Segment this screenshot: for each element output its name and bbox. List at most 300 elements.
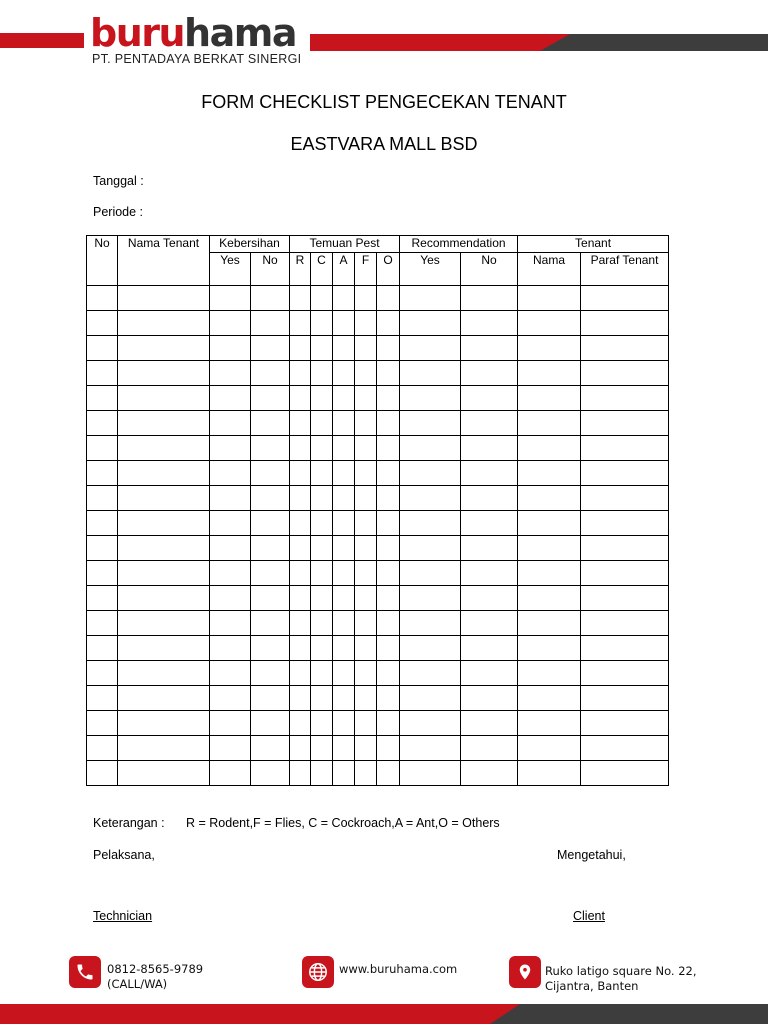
table-cell[interactable] — [251, 486, 290, 511]
table-cell[interactable] — [461, 386, 518, 411]
table-cell[interactable] — [355, 536, 377, 561]
table-cell[interactable] — [355, 386, 377, 411]
table-cell[interactable] — [210, 586, 251, 611]
table-cell[interactable] — [333, 436, 355, 461]
table-cell[interactable] — [461, 561, 518, 586]
table-cell[interactable] — [118, 361, 210, 386]
table-cell[interactable] — [118, 311, 210, 336]
table-cell[interactable] — [87, 461, 118, 486]
table-cell[interactable] — [118, 611, 210, 636]
table-cell[interactable] — [290, 661, 311, 686]
table-cell[interactable] — [311, 761, 333, 786]
table-cell[interactable] — [355, 286, 377, 311]
table-body — [87, 286, 669, 786]
table-cell[interactable] — [355, 461, 377, 486]
table-cell[interactable] — [581, 286, 669, 311]
table-cell[interactable] — [251, 461, 290, 486]
table-cell[interactable] — [461, 686, 518, 711]
table-cell[interactable] — [290, 586, 311, 611]
table-cell[interactable] — [377, 611, 400, 636]
table-cell[interactable] — [355, 711, 377, 736]
table-cell[interactable] — [118, 736, 210, 761]
table-cell[interactable] — [377, 486, 400, 511]
table-cell[interactable] — [461, 611, 518, 636]
table-cell[interactable] — [210, 386, 251, 411]
table-cell[interactable] — [87, 611, 118, 636]
table-cell[interactable] — [581, 736, 669, 761]
table-cell[interactable] — [377, 411, 400, 436]
table-cell[interactable] — [210, 661, 251, 686]
table-cell[interactable] — [355, 486, 377, 511]
table-cell[interactable] — [87, 411, 118, 436]
table-cell[interactable] — [333, 486, 355, 511]
table-cell[interactable] — [333, 636, 355, 661]
table-cell[interactable] — [290, 536, 311, 561]
table-cell[interactable] — [581, 486, 669, 511]
subheader-rec-yes: Yes — [400, 253, 461, 286]
table-cell[interactable] — [461, 486, 518, 511]
table-row — [87, 486, 669, 511]
table-cell[interactable] — [311, 436, 333, 461]
subheader-pest-f: F — [355, 253, 377, 286]
table-cell[interactable] — [581, 636, 669, 661]
table-cell[interactable] — [400, 486, 461, 511]
table-cell[interactable] — [461, 636, 518, 661]
table-cell[interactable] — [210, 336, 251, 361]
table-cell[interactable] — [400, 461, 461, 486]
table-cell[interactable] — [400, 686, 461, 711]
table-cell[interactable] — [210, 736, 251, 761]
phone-note: (CALL/WA) — [107, 977, 168, 991]
table-cell[interactable] — [377, 336, 400, 361]
table-cell[interactable] — [333, 511, 355, 536]
header-recommendation: Recommendation — [400, 236, 518, 253]
table-cell[interactable] — [210, 511, 251, 536]
table-cell[interactable] — [290, 511, 311, 536]
table-cell[interactable] — [251, 286, 290, 311]
table-cell[interactable] — [377, 361, 400, 386]
header-bar-right-red — [310, 34, 570, 51]
table-cell[interactable] — [210, 761, 251, 786]
table-cell[interactable] — [251, 586, 290, 611]
table-cell[interactable] — [210, 361, 251, 386]
table-row — [87, 561, 669, 586]
table-cell[interactable] — [210, 561, 251, 586]
table-cell[interactable] — [377, 761, 400, 786]
table-cell[interactable] — [518, 461, 581, 486]
table-cell[interactable] — [355, 736, 377, 761]
table-cell[interactable] — [87, 711, 118, 736]
table-cell[interactable] — [355, 611, 377, 636]
table-cell[interactable] — [118, 286, 210, 311]
table-cell[interactable] — [400, 361, 461, 386]
table-cell[interactable] — [377, 586, 400, 611]
table-cell[interactable] — [311, 386, 333, 411]
table-cell[interactable] — [518, 586, 581, 611]
table-cell[interactable] — [87, 586, 118, 611]
table-cell[interactable] — [87, 436, 118, 461]
table-cell[interactable] — [251, 561, 290, 586]
table-cell[interactable] — [581, 511, 669, 536]
table-cell[interactable] — [355, 411, 377, 436]
table-cell[interactable] — [400, 286, 461, 311]
table-cell[interactable] — [290, 736, 311, 761]
table-cell[interactable] — [87, 686, 118, 711]
table-cell[interactable] — [377, 386, 400, 411]
table-cell[interactable] — [290, 336, 311, 361]
table-cell[interactable] — [333, 461, 355, 486]
table-cell[interactable] — [355, 436, 377, 461]
header-bar-left — [0, 33, 84, 48]
table-cell[interactable] — [87, 761, 118, 786]
table-cell[interactable] — [311, 336, 333, 361]
table-cell[interactable] — [377, 686, 400, 711]
table-cell[interactable] — [290, 386, 311, 411]
table-cell[interactable] — [311, 561, 333, 586]
table-cell[interactable] — [87, 486, 118, 511]
table-cell[interactable] — [210, 536, 251, 561]
table-cell[interactable] — [400, 711, 461, 736]
table-cell[interactable] — [311, 286, 333, 311]
table-cell[interactable] — [118, 386, 210, 411]
table-cell[interactable] — [118, 336, 210, 361]
table-cell[interactable] — [118, 436, 210, 461]
table-cell[interactable] — [311, 636, 333, 661]
table-cell[interactable] — [461, 661, 518, 686]
table-row — [87, 461, 669, 486]
table-cell[interactable] — [518, 436, 581, 461]
table-cell[interactable] — [400, 586, 461, 611]
table-cell[interactable] — [87, 536, 118, 561]
table-cell[interactable] — [461, 736, 518, 761]
table-cell[interactable] — [210, 686, 251, 711]
table-cell[interactable] — [461, 511, 518, 536]
table-cell[interactable] — [400, 311, 461, 336]
table-cell[interactable] — [251, 336, 290, 361]
table-cell[interactable] — [333, 586, 355, 611]
table-row — [87, 536, 669, 561]
table-cell[interactable] — [333, 711, 355, 736]
table-cell[interactable] — [581, 311, 669, 336]
header-row — [87, 236, 669, 253]
table-cell[interactable] — [311, 736, 333, 761]
table-cell[interactable] — [290, 486, 311, 511]
table-cell[interactable] — [400, 636, 461, 661]
table-row — [87, 411, 669, 436]
table-cell[interactable] — [400, 761, 461, 786]
table-cell[interactable] — [210, 311, 251, 336]
table-cell[interactable] — [251, 636, 290, 661]
table-cell[interactable] — [400, 611, 461, 636]
table-cell[interactable] — [355, 586, 377, 611]
table-cell[interactable] — [377, 461, 400, 486]
table-cell[interactable] — [333, 561, 355, 586]
table-cell[interactable] — [118, 636, 210, 661]
header-bar-right-dark — [540, 34, 768, 51]
table-cell[interactable] — [355, 311, 377, 336]
table-cell[interactable] — [518, 411, 581, 436]
table-cell[interactable] — [311, 611, 333, 636]
table-cell[interactable] — [290, 361, 311, 386]
table-cell[interactable] — [87, 736, 118, 761]
table-cell[interactable] — [118, 486, 210, 511]
table-cell[interactable] — [210, 411, 251, 436]
table-cell[interactable] — [290, 761, 311, 786]
table-cell[interactable] — [87, 661, 118, 686]
table-cell[interactable] — [355, 636, 377, 661]
table-cell[interactable] — [581, 436, 669, 461]
table-cell[interactable] — [87, 336, 118, 361]
table-cell[interactable] — [581, 686, 669, 711]
table-cell[interactable] — [581, 611, 669, 636]
table-cell[interactable] — [251, 536, 290, 561]
table-cell[interactable] — [311, 586, 333, 611]
table-cell[interactable] — [87, 511, 118, 536]
table-cell[interactable] — [518, 286, 581, 311]
table-cell[interactable] — [377, 711, 400, 736]
table-cell[interactable] — [333, 411, 355, 436]
table-cell[interactable] — [118, 586, 210, 611]
table-cell[interactable] — [311, 536, 333, 561]
table-cell[interactable] — [333, 386, 355, 411]
table-cell[interactable] — [461, 336, 518, 361]
table-cell[interactable] — [311, 661, 333, 686]
table-cell[interactable] — [290, 311, 311, 336]
table-cell[interactable] — [118, 686, 210, 711]
table-cell[interactable] — [251, 411, 290, 436]
subheader-pest-c: C — [311, 253, 333, 286]
signature-right-role: Client — [573, 909, 605, 923]
header-temuan-pest: Temuan Pest — [290, 236, 400, 253]
table-cell[interactable] — [355, 761, 377, 786]
table-cell[interactable] — [333, 686, 355, 711]
logo-part-buru: buru — [90, 11, 185, 55]
table-cell[interactable] — [251, 436, 290, 461]
table-cell[interactable] — [581, 461, 669, 486]
table-row — [87, 611, 669, 636]
table-cell[interactable] — [311, 361, 333, 386]
table-cell[interactable] — [87, 636, 118, 661]
subheader-pest-o: O — [377, 253, 400, 286]
table-cell[interactable] — [118, 661, 210, 686]
table-cell[interactable] — [251, 761, 290, 786]
table-cell[interactable] — [87, 311, 118, 336]
legend-text: R = Rodent,F = Flies, C = Cockroach,A = Ant,O = Others — [186, 816, 500, 830]
table-cell[interactable] — [210, 611, 251, 636]
table-cell[interactable] — [333, 761, 355, 786]
table-cell[interactable] — [518, 611, 581, 636]
table-row — [87, 736, 669, 761]
table-cell[interactable] — [251, 686, 290, 711]
table-cell[interactable] — [251, 311, 290, 336]
table-cell[interactable] — [290, 436, 311, 461]
table-cell[interactable] — [377, 511, 400, 536]
table-cell[interactable] — [461, 761, 518, 786]
table-row — [87, 286, 669, 311]
table-cell[interactable] — [210, 286, 251, 311]
table-cell[interactable] — [251, 736, 290, 761]
table-row — [87, 361, 669, 386]
table-cell[interactable] — [118, 711, 210, 736]
table-cell[interactable] — [251, 386, 290, 411]
table-cell[interactable] — [461, 286, 518, 311]
table-cell[interactable] — [581, 711, 669, 736]
table-cell[interactable] — [311, 686, 333, 711]
signature-right-label: Mengetahui, — [557, 848, 626, 862]
table-cell[interactable] — [87, 361, 118, 386]
table-cell[interactable] — [333, 361, 355, 386]
table-cell[interactable] — [518, 511, 581, 536]
table-cell[interactable] — [461, 586, 518, 611]
checklist-table — [86, 235, 669, 786]
table-cell[interactable] — [518, 686, 581, 711]
table-cell[interactable] — [461, 436, 518, 461]
table-cell[interactable] — [333, 736, 355, 761]
table-cell[interactable] — [518, 636, 581, 661]
table-cell[interactable] — [581, 411, 669, 436]
table-cell[interactable] — [118, 411, 210, 436]
table-cell[interactable] — [461, 536, 518, 561]
table-cell[interactable] — [87, 286, 118, 311]
logo-part-hama: hama — [184, 11, 296, 55]
table-cell[interactable] — [581, 761, 669, 786]
table-cell[interactable] — [400, 436, 461, 461]
table-cell[interactable] — [290, 611, 311, 636]
table-cell[interactable] — [210, 486, 251, 511]
table-cell[interactable] — [251, 711, 290, 736]
table-cell[interactable] — [581, 661, 669, 686]
table-cell[interactable] — [518, 486, 581, 511]
table-cell[interactable] — [581, 336, 669, 361]
signature-left-label: Pelaksana, — [93, 848, 155, 862]
table-cell[interactable] — [333, 661, 355, 686]
table-cell[interactable] — [518, 761, 581, 786]
table-cell[interactable] — [377, 736, 400, 761]
table-cell[interactable] — [581, 361, 669, 386]
table-cell[interactable] — [355, 361, 377, 386]
table-cell[interactable] — [118, 536, 210, 561]
table-cell[interactable] — [210, 636, 251, 661]
table-cell[interactable] — [290, 561, 311, 586]
footer-website: www.buruhama.com — [339, 962, 458, 976]
table-cell[interactable] — [461, 311, 518, 336]
table-cell[interactable] — [355, 511, 377, 536]
table-cell[interactable] — [355, 661, 377, 686]
table-cell[interactable] — [518, 361, 581, 386]
table-cell[interactable] — [251, 611, 290, 636]
table-cell[interactable] — [118, 761, 210, 786]
table-cell[interactable] — [118, 561, 210, 586]
table-cell[interactable] — [377, 311, 400, 336]
table-cell[interactable] — [377, 636, 400, 661]
table-cell[interactable] — [377, 561, 400, 586]
table-cell[interactable] — [251, 361, 290, 386]
table-cell[interactable] — [581, 586, 669, 611]
table-cell[interactable] — [377, 661, 400, 686]
table-cell[interactable] — [377, 436, 400, 461]
table-cell[interactable] — [377, 286, 400, 311]
table-cell[interactable] — [87, 561, 118, 586]
address-line-2: Cijantra, Banten — [545, 979, 639, 993]
table-cell[interactable] — [290, 411, 311, 436]
table-row — [87, 386, 669, 411]
table-cell[interactable] — [118, 461, 210, 486]
table-cell[interactable] — [251, 511, 290, 536]
table-cell[interactable] — [333, 311, 355, 336]
table-cell[interactable] — [118, 511, 210, 536]
table-cell[interactable] — [400, 411, 461, 436]
table-cell[interactable] — [333, 611, 355, 636]
table-cell[interactable] — [210, 461, 251, 486]
table-cell[interactable] — [518, 386, 581, 411]
table-cell[interactable] — [290, 461, 311, 486]
table-cell[interactable] — [461, 711, 518, 736]
table-cell[interactable] — [518, 336, 581, 361]
table-cell[interactable] — [518, 711, 581, 736]
table-cell[interactable] — [311, 311, 333, 336]
table-cell[interactable] — [290, 286, 311, 311]
table-row — [87, 686, 669, 711]
table-row — [87, 711, 669, 736]
table-cell[interactable] — [355, 686, 377, 711]
table-cell[interactable] — [210, 436, 251, 461]
table-cell[interactable] — [518, 661, 581, 686]
table-cell[interactable] — [311, 461, 333, 486]
table-cell[interactable] — [377, 536, 400, 561]
table-cell[interactable] — [311, 511, 333, 536]
table-cell[interactable] — [210, 711, 251, 736]
table-cell[interactable] — [461, 411, 518, 436]
table-cell[interactable] — [518, 311, 581, 336]
table-cell[interactable] — [333, 336, 355, 361]
table-cell[interactable] — [400, 386, 461, 411]
table-cell[interactable] — [355, 336, 377, 361]
table-cell[interactable] — [355, 561, 377, 586]
table-cell[interactable] — [518, 536, 581, 561]
table-cell[interactable] — [581, 536, 669, 561]
table-cell[interactable] — [311, 486, 333, 511]
logo-wordmark — [90, 11, 296, 55]
table-cell[interactable] — [461, 461, 518, 486]
subheader-pest-a: A — [333, 253, 355, 286]
table-cell[interactable] — [311, 411, 333, 436]
header-kebersihan: Kebersihan — [210, 236, 290, 253]
table-cell[interactable] — [518, 561, 581, 586]
globe-icon — [302, 956, 334, 988]
table-row — [87, 436, 669, 461]
table-cell[interactable] — [311, 711, 333, 736]
table-cell[interactable] — [518, 736, 581, 761]
table-cell[interactable] — [87, 386, 118, 411]
table-cell[interactable] — [290, 711, 311, 736]
table-cell[interactable] — [251, 661, 290, 686]
table-cell[interactable] — [400, 561, 461, 586]
table-cell[interactable] — [290, 686, 311, 711]
table-cell[interactable] — [400, 736, 461, 761]
address-line-1: Ruko latigo square No. 22, — [545, 964, 697, 978]
table-cell[interactable] — [400, 336, 461, 361]
table-cell[interactable] — [333, 536, 355, 561]
table-cell[interactable] — [581, 561, 669, 586]
table-cell[interactable] — [290, 636, 311, 661]
table-cell[interactable] — [333, 286, 355, 311]
footer-address — [545, 964, 697, 994]
table-cell[interactable] — [400, 511, 461, 536]
table-cell[interactable] — [461, 361, 518, 386]
table-cell[interactable] — [400, 661, 461, 686]
table-cell[interactable] — [581, 386, 669, 411]
table-cell[interactable] — [400, 536, 461, 561]
